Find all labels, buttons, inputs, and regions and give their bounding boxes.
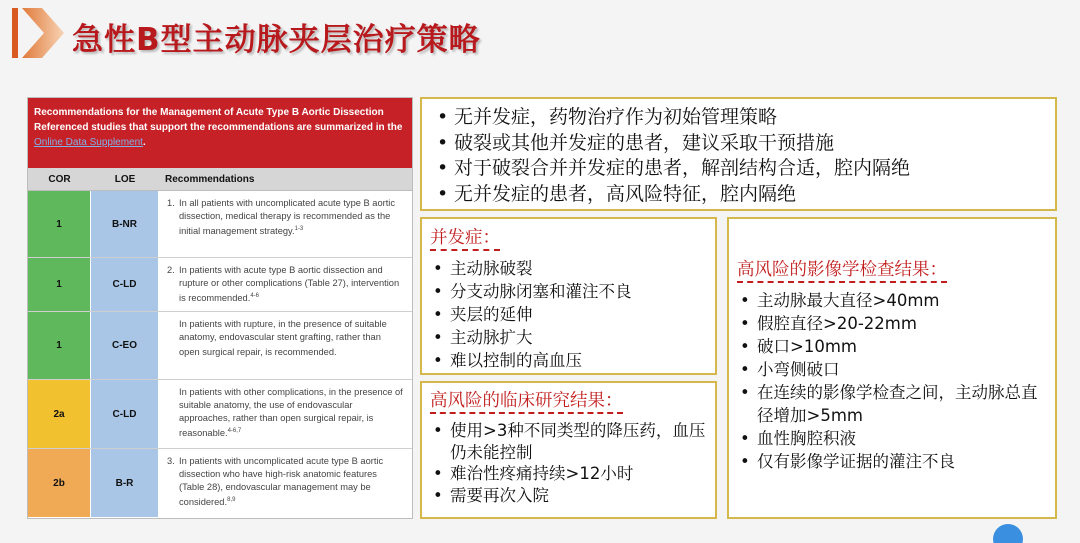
list-item: • 主动脉扩大 bbox=[430, 326, 707, 349]
complications-box bbox=[420, 217, 717, 375]
list-item: • 破口>10mm bbox=[737, 335, 1047, 358]
list-item: • 血性胸腔积液 bbox=[737, 427, 1047, 450]
loe-cell: B-NR bbox=[91, 191, 159, 257]
table-header-note: Referenced studies that support the recommendations are summarized in the Online Data Supplement. bbox=[34, 122, 403, 148]
imaging-risk-list bbox=[737, 289, 1047, 473]
summary-list bbox=[434, 105, 1045, 207]
list-item: • 夹层的延伸 bbox=[430, 303, 707, 326]
list-item: • 假腔直径>20-22mm bbox=[737, 312, 1047, 335]
list-item: • 破裂或其他并发症的患者，建议采取干预措施 bbox=[434, 131, 1045, 157]
list-item: • 对于破裂合并并发症的患者，解剖结构合适，腔内隔绝 bbox=[434, 156, 1045, 182]
table-row bbox=[28, 380, 412, 449]
page-title: 急性B型主动脉夹层治疗策略 bbox=[72, 22, 481, 58]
list-item: • 在连续的影像学检查之间，主动脉总直径增加>5mm bbox=[737, 381, 1047, 427]
cor-cell: 1 bbox=[28, 191, 91, 257]
clinical-risk-box bbox=[420, 381, 717, 519]
loe-cell: B-R bbox=[91, 449, 159, 517]
table-header-title: Recommendations for the Management of Acute Type B Aortic Dissection bbox=[34, 107, 384, 118]
list-item: • 难治性疼痛持续>12小时 bbox=[430, 463, 707, 485]
recommendation-cell: 1. In all patients with uncomplicated acute type B aortic dissection, medical therapy is recommended as the initial management strategy.$^{1-3}$ bbox=[167, 198, 396, 237]
col-loe: LOE bbox=[114, 173, 136, 185]
table-header bbox=[28, 98, 412, 168]
recommendation-cell: 2. In patients with acute type B aortic dissection and rupture or other complications (Table 27), intervention is recommended.$^{4-6}$ bbox=[167, 265, 400, 304]
clinical-risk-list bbox=[430, 420, 707, 506]
list-item: • 主动脉最大直径>40mm bbox=[737, 289, 1047, 312]
cor-cell: 2a bbox=[28, 380, 91, 448]
table-column-headers bbox=[28, 168, 412, 191]
loe-cell: C-LD bbox=[91, 380, 159, 448]
list-item: • 需要再次入院 bbox=[430, 485, 707, 507]
imaging-risk-heading: 高风险的影像学检查结果： bbox=[737, 259, 947, 283]
title-chevron-icon bbox=[12, 8, 64, 58]
col-recommendations: Recommendations bbox=[165, 173, 255, 185]
clinical-risk-heading: 高风险的临床研究结果： bbox=[430, 390, 623, 414]
list-item: • 小弯侧破口 bbox=[737, 358, 1047, 381]
imaging-risk-box bbox=[727, 217, 1057, 519]
complications-list bbox=[430, 257, 707, 372]
loe-cell: C-EO bbox=[91, 312, 159, 379]
list-item: • 主动脉破裂 bbox=[430, 257, 707, 280]
col-cor: COR bbox=[48, 173, 71, 185]
online-supplement-link[interactable]: Online Data Supplement bbox=[34, 137, 143, 148]
cor-cell: 2b bbox=[28, 449, 91, 517]
table-row bbox=[28, 191, 412, 258]
list-item: • 仅有影像学证据的灌注不良 bbox=[737, 450, 1047, 473]
list-item: • 无并发症，药物治疗作为初始管理策略 bbox=[434, 105, 1045, 131]
loe-cell: C-LD bbox=[91, 258, 159, 311]
cor-cell: 1 bbox=[28, 258, 91, 311]
recommendation-cell: In patients with rupture, in the presence of suitable anatomy, endovascular stent grafting, rather than open surgical repair, is recommended. bbox=[179, 319, 387, 358]
summary-box bbox=[420, 97, 1057, 211]
table-row bbox=[28, 312, 412, 380]
corner-button-icon[interactable] bbox=[993, 524, 1023, 543]
table-row bbox=[28, 449, 412, 517]
cor-cell: 1 bbox=[28, 312, 91, 379]
complications-heading: 并发症： bbox=[430, 227, 500, 251]
list-item: • 难以控制的高血压 bbox=[430, 349, 707, 372]
recommendation-cell: 3. In patients with uncomplicated acute type B aortic dissection who have high-risk anatomic features (Table 28), endovascular management may be considered.$^{8,9}$ bbox=[167, 456, 384, 508]
recommendation-cell: In patients with other complications, in the presence of suitable anatomy, the use of endovascular approaches, rather than open surgical repair, is reasonable.$^{4-6,7}$ bbox=[179, 387, 403, 439]
table-row bbox=[28, 258, 412, 312]
list-item: • 无并发症的患者，高风险特征，腔内隔绝 bbox=[434, 182, 1045, 208]
recommendation-table bbox=[27, 97, 413, 519]
list-item: • 使用>3种不同类型的降压药，血压仍未能控制 bbox=[430, 420, 707, 463]
list-item: • 分支动脉闭塞和灌注不良 bbox=[430, 280, 707, 303]
